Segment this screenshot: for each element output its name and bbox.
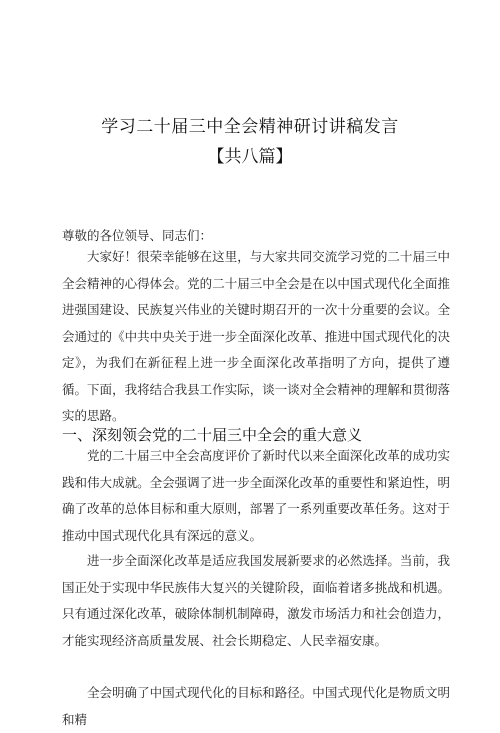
document-subtitle: 【共八篇】 <box>207 147 293 167</box>
document-title: 学习二十届三中全会精神研讨讲稿发言 <box>101 117 399 137</box>
section-heading: 一、深刻领会党的二十届三中全会的重大意义 <box>62 426 363 444</box>
salutation: 尊敬的各位领导、同志们： <box>62 228 213 243</box>
body-paragraph: 全会明确了中国式现代化的目标和路径。中国式现代化是物质文明和精 <box>62 685 450 727</box>
intro-paragraph: 大家好！很荣幸能够在这里，与大家共同交流学习党的二十届三中全会精神的心得体会。党的二十届三中全会是在以中国式现代化全面推进强国建设、民族复兴伟业的关键时期召开的一次十分重要的会议。全会通过的《中共中央关于进一步全面深化改革、推进中国式现代化的决定》，为我们在新征程上进一步全面深化改革指明了方向，提供了遵循。下面，我将结合我县工作实际，谈一谈对全会精神的理解和贯彻落实的思路。 <box>62 249 450 423</box>
body-paragraph: 进一步全面深化改革是适应我国发展新要求的必然选择。当前，我国正处于实现中华民族伟大复兴的关键阶段，面临着诸多挑战和机遇。只有通过深化改革，破除体制机制障碍，激发市场活力和社会创造力，才能实现经济高质量发展、社会长期稳定、人民幸福安康。 <box>62 553 450 648</box>
body-paragraph: 党的二十届三中全会高度评价了新时代以来全面深化改革的成功实践和伟大成就。全会强调了进一步全面深化改革的重要性和紧迫性，明确了改革的总体目标和重大原则，部署了一系列重要改革任务。这对于推动中国式现代化具有深远的意义。 <box>62 448 450 543</box>
